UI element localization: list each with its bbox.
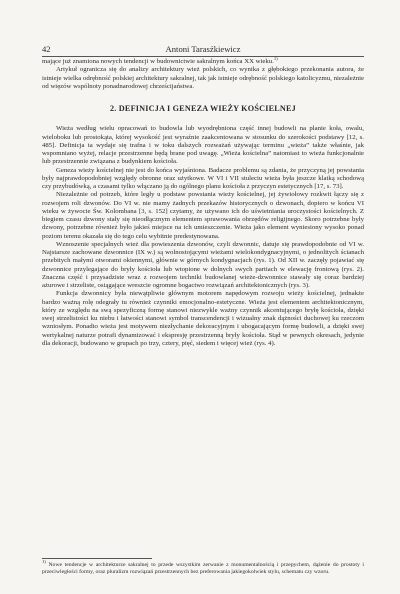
- paragraph: Geneza wieży kościelnej nie jest do końca wyjaśniona. Badacze problemu są zdania, że przyczyną jej powstania były najprawdopodobniej względy obronne oraz użytkowe. W VI i VII stuleciu wieża była jeszcze klatką schodową czy przybudówką, a czasami tylko włączano ją do ogólnego planu kościoła z przyczyn estetycznych [17, s. 73].: [42, 166, 364, 190]
- footnote-text: Nowe tendencje w architekturze sakralnej to przede wszystkim zerwanie z monumentalnością i przepychem, dążenie do prostoty i przeciwległości formy, oraz pluralizm rozwiązań przestrzennych bez preferowania jakiegokolwiek stylu, schematu czy wzoru.: [42, 562, 364, 576]
- running-header: [42, 44, 364, 56]
- paragraph: Wznoszenie specjalnych wież dla powieszenia dzwonów, czyli dzwonnic, datuje się prawdopodobnie od VI w. Najstarsze zachowane dzwonnice (IX w.) są wolnostojącymi wieżami wielokondygnacyjnymi, o jednolitych ścianach przebitych małymi otworami okiennymi, głównie w górnych kondygnacjach (rys. 1). Od XII w. zaczęły pojawiać się dzwonnice przylegające do bryły kościoła lub wtopione w dolnych swych partiach w elewację frontową (rys. 2). Znaczna część i przysadziste wraz z rozwojem techniki budowlanej wieże-dzwonnice stawały się coraz bardziej ażurowe i strzeliste, osiągające wreszcie ogromne bogactwo rozwiązań architektonicznych (rys. 3).: [42, 240, 364, 289]
- page-body: [42, 55, 364, 348]
- footnote: [42, 559, 364, 576]
- footnote-ref: 1): [273, 55, 278, 61]
- paragraph: Niezależnie od potrzeb, które legły u podstaw powstania wieży kościelnej, jej żywiołowy rozkwit łączy się z rozwojem roli dzwonów. Do VI w. nie mamy żadnych przekazów historycznych o dzwonach, dopiero w końcu VI wieku w żywocie Św. Kolombana [3, s. 152] czytamy, że używano ich do uświetniania uroczystości kościelnych. Z biegiem czasu dzwony stały się nieodłącznym elementem sprawowania obrzędów religijnego. Skoro potrzebne były dzwony, potrzebne również było jakieś miejsce na ich umieszczenie. Wieża jako element wyniesiony wysoko ponad poziom terenu okazała się do tego celu wybitnie predestynowana.: [42, 191, 364, 240]
- paragraph-scope: Artykuł ogranicza się do analizy architektury wież polskich, co wynika z głębokiego przekonania autora, że istnieje wielka odrębność polskiej architektury sakralnej, tak jak istnieje odrębność polskiego katolicyzmu, niezależnie od więzów wspólnoty ponadnarodowej chrześcijaństwa.: [42, 66, 364, 90]
- paragraph: Wieża według wielu opracowań to budowla lub wyodrębniona część innej budowli na planie koła, owalu, wieloboku lub prostokąta, której wysokość jest wyraźnie zaakcentowana w stosunku do szerokości podstawy [12, s. 485]. Definicja ta wydaje się trafna i w toku dalszych rozważań używając terminu „wieża” także właśnie, jak wspomniano wyżej, relacje przestrzenne będą brane pod uwagę. „Wieża kościelna” natomiast to wieża funkcjonalnie lub przestrzennie związana z budynkiem kościoła.: [42, 125, 364, 166]
- section-title: 2. DEFINICJA I GENEZA WIEŻY KOŚCIELNEJ: [110, 104, 296, 113]
- page-number: 42: [42, 44, 51, 54]
- running-author: Antoni Tarasźkiewicz: [165, 44, 241, 54]
- paragraph-intro-continuation: mające już znamiona nowych tendencji w budownictwie sakralnym końca XX wieku.$^{1)}$: [42, 55, 278, 65]
- header-rule: [42, 56, 364, 57]
- footnote-marker: 1): [42, 559, 46, 565]
- paragraph: Funkcja dzwonnicy była niewątpliwie głównym motorem napędowym rozwoju wieży kościelnej, jednakże bardzo ważną rolę odegrały tu również czynniki emocjonalno-estetyczne. Wieża jest elementem architektonicznym, który ze względu na swą spezyficzną formę stanowi niezwykle ważny czynnik akcentującego bryłę kościoła, dzięki swej strzelistości ku niebu i łatwości stanowi symbol transcendencji i wizualny znak dążności duchowej ku rzeczom wzniosłym. Ponadto wieża jest motywem niezłychanie dekoracyjnym i ubogacającym formę budowli, a dzięki swej wertykalnej naturze potrafi dynamizować i ekspresję przestrzenną bryły kościoła. Stąd w pewnych okresach, jedynie dla dekoracji, budowano w grupach po trzy, cztery, pięć, siedem i więcej wież (rys. 4).: [42, 290, 364, 347]
- footnote-rule: [42, 558, 152, 559]
